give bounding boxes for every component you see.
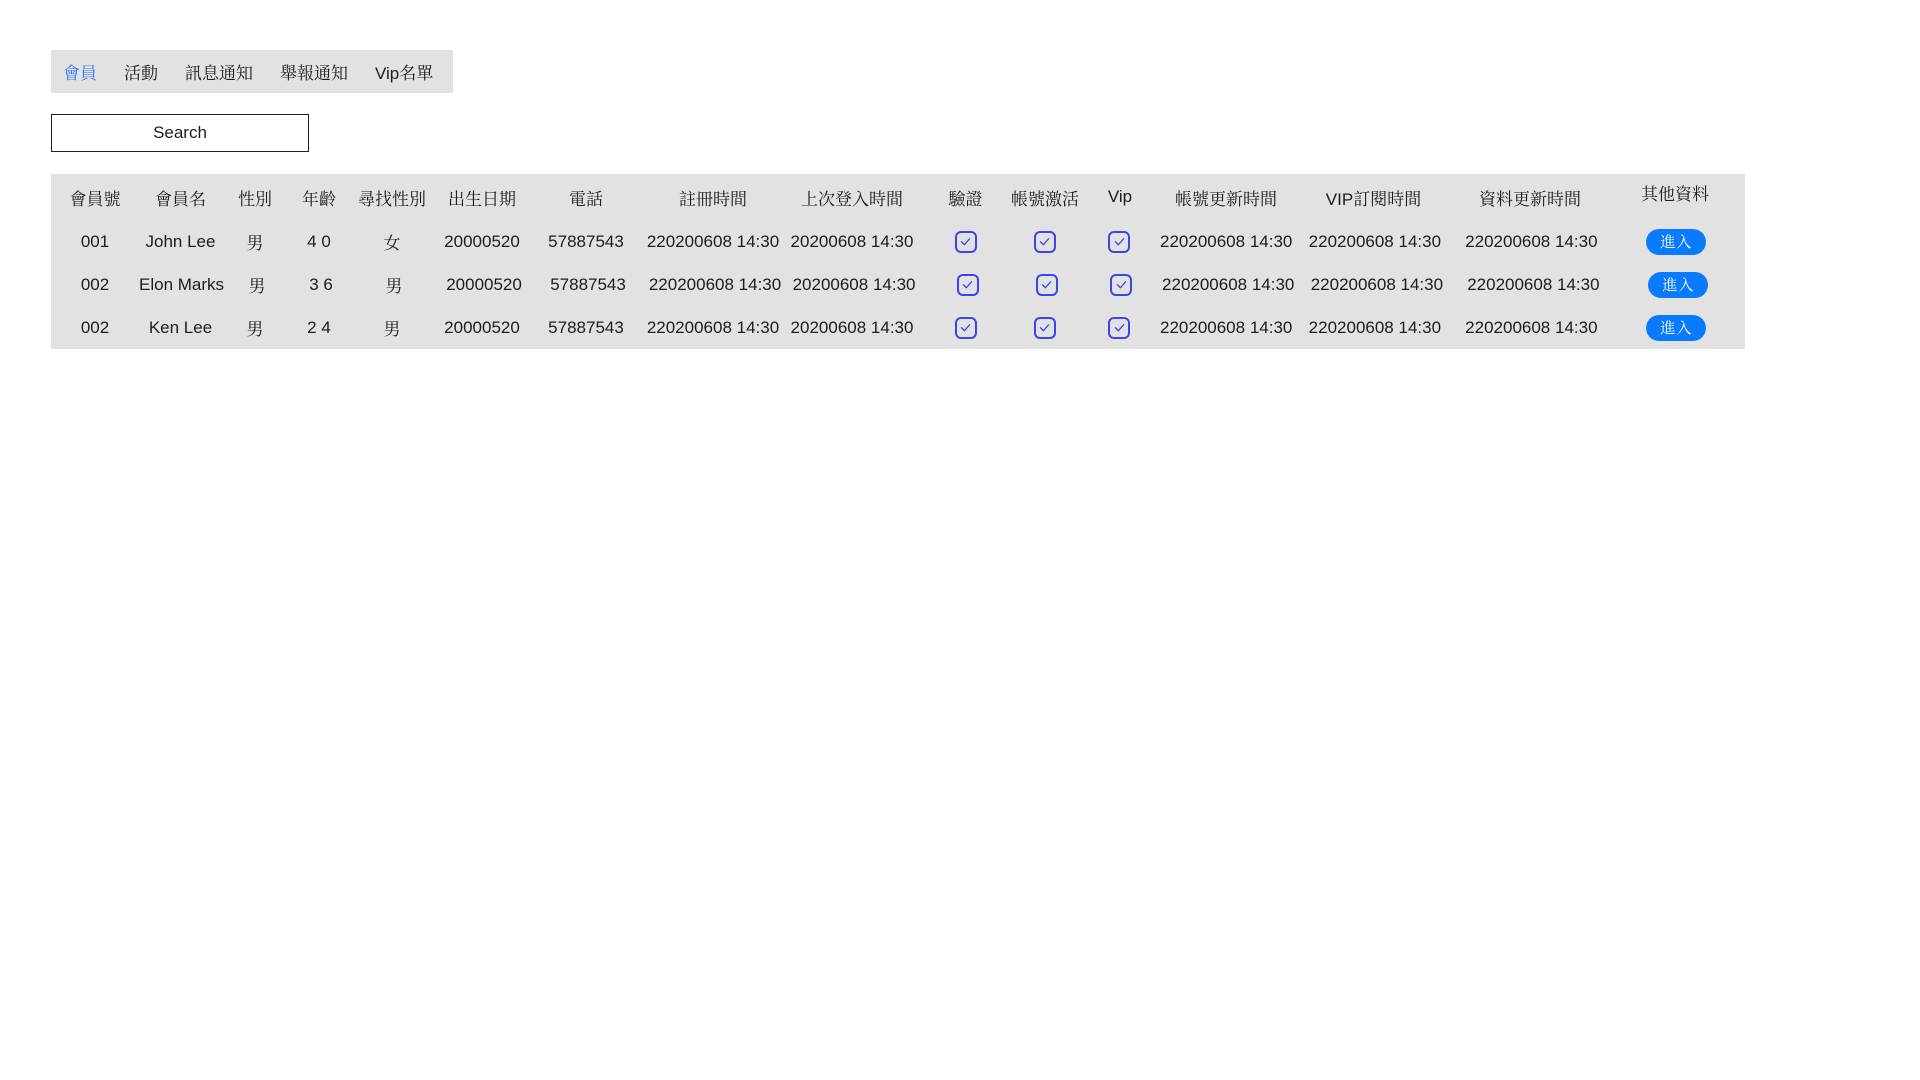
header-profile_update_time: 資料更新時間	[1479, 189, 1581, 209]
check-icon	[1113, 321, 1126, 334]
header-age: 年齡	[302, 189, 336, 209]
header-activated: 帳號激活	[1011, 189, 1079, 209]
cell-gender: 男	[248, 277, 266, 296]
enter-button[interactable]: 進入	[1646, 229, 1706, 255]
cell-member_name: Elon Marks	[139, 274, 225, 294]
cell-profile_update_time: 220200608 14:30	[1467, 274, 1600, 294]
header-other_info: 其他資料	[1641, 184, 1709, 204]
cell-seeking_gender: 男	[383, 320, 401, 339]
cell-member_id: 002	[80, 317, 110, 337]
activated-checkbox[interactable]	[1034, 231, 1056, 253]
check-icon	[959, 235, 972, 248]
cell-register_time: 220200608 14:30	[648, 274, 782, 294]
check-icon	[961, 278, 974, 291]
cell-gender: 男	[246, 234, 264, 253]
cell-age: 2 4	[307, 317, 331, 337]
header-gender: 性別	[238, 189, 272, 209]
activated-checkbox[interactable]	[1034, 317, 1056, 339]
nav-item-2[interactable]: 訊息通知	[185, 64, 253, 83]
cell-vip_subscribe_time: 220200608 14:30	[1308, 317, 1442, 337]
cell-activated	[1013, 263, 1080, 306]
cell-phone: 57887543	[548, 317, 624, 337]
cell-seeking_gender: 男	[385, 277, 403, 296]
cell-birth_date: 20000520	[444, 317, 520, 337]
check-icon	[1115, 278, 1128, 291]
cell-last_login_time: 20200608 14:30	[790, 317, 914, 337]
cell-other_info	[1607, 263, 1749, 306]
cell-account_update_time: 220200608 14:30	[1160, 231, 1293, 251]
verified-checkbox[interactable]	[957, 274, 979, 296]
header-member_name: 會員名	[155, 189, 206, 209]
cell-member_id: 001	[80, 231, 110, 251]
cell-account_update_time: 220200608 14:30	[1160, 317, 1293, 337]
cell-member_id: 002	[80, 274, 110, 294]
header-account_update_time: 帳號更新時間	[1175, 189, 1277, 209]
cell-age: 4 0	[307, 231, 331, 251]
enter-button[interactable]: 進入	[1646, 315, 1706, 341]
vip-checkbox[interactable]	[1108, 231, 1130, 253]
member-table	[51, 174, 1745, 349]
cell-verified	[920, 220, 1011, 263]
cell-verified	[922, 263, 1013, 306]
header-phone: 電話	[569, 189, 603, 209]
search-input[interactable]: Search	[51, 114, 309, 152]
cell-member_name: Ken Lee	[148, 317, 213, 337]
cell-last_login_time: 20200608 14:30	[790, 231, 914, 251]
cell-vip_subscribe_time: 220200608 14:30	[1308, 231, 1442, 251]
cell-activated	[1011, 220, 1078, 263]
header-birth_date: 出生日期	[448, 189, 516, 209]
nav-item-1[interactable]: 活動	[124, 64, 158, 83]
cell-register_time: 220200608 14:30	[646, 231, 780, 251]
cell-account_update_time: 220200608 14:30	[1162, 274, 1295, 294]
cell-vip_subscribe_time: 220200608 14:30	[1310, 274, 1444, 294]
cell-profile_update_time: 220200608 14:30	[1465, 231, 1598, 251]
cell-other_info	[1605, 220, 1747, 263]
cell-profile_update_time: 220200608 14:30	[1465, 317, 1598, 337]
cell-phone: 57887543	[548, 231, 624, 251]
cell-vip	[1080, 263, 1162, 306]
check-icon	[1040, 278, 1053, 291]
table-row	[51, 306, 1745, 349]
vip-checkbox[interactable]	[1108, 317, 1130, 339]
table-row	[51, 220, 1745, 263]
header-seeking_gender: 尋找性別	[358, 189, 426, 209]
check-icon	[1113, 235, 1126, 248]
nav-item-4[interactable]: Vip名單	[375, 64, 434, 83]
verified-checkbox[interactable]	[955, 317, 977, 339]
cell-gender: 男	[246, 320, 264, 339]
verified-checkbox[interactable]	[955, 231, 977, 253]
header-verified: 驗證	[948, 189, 983, 209]
cell-member_name: John Lee	[145, 231, 216, 251]
check-icon	[1038, 321, 1051, 334]
cell-last_login_time: 20200608 14:30	[792, 274, 916, 294]
cell-birth_date: 20000520	[444, 231, 520, 251]
nav-item-members[interactable]: 會員	[63, 64, 97, 83]
activated-checkbox[interactable]	[1036, 274, 1058, 296]
cell-verified	[920, 306, 1011, 349]
cell-phone: 57887543	[550, 274, 626, 294]
cell-activated	[1011, 306, 1078, 349]
check-icon	[1038, 235, 1051, 248]
header-register_time: 註冊時間	[679, 189, 747, 209]
header-last_login_time: 上次登入時間	[801, 189, 903, 209]
header-vip_subscribe_time: VIP訂閱時間	[1325, 189, 1422, 209]
cell-vip	[1078, 220, 1160, 263]
enter-button[interactable]: 進入	[1648, 272, 1708, 298]
cell-birth_date: 20000520	[446, 274, 522, 294]
cell-seeking_gender: 女	[383, 234, 401, 253]
main-nav	[51, 50, 453, 93]
cell-other_info	[1605, 306, 1747, 349]
cell-age: 3 6	[309, 274, 333, 294]
cell-vip	[1078, 306, 1160, 349]
vip-checkbox[interactable]	[1110, 274, 1132, 296]
cell-register_time: 220200608 14:30	[646, 317, 780, 337]
check-icon	[959, 321, 972, 334]
header-vip: Vip	[1107, 187, 1133, 206]
header-member_id: 會員號	[69, 189, 121, 209]
table-row	[51, 263, 1745, 306]
table-header-row	[51, 174, 1745, 220]
nav-item-3[interactable]: 舉報通知	[280, 64, 348, 83]
table-body	[51, 220, 1745, 349]
